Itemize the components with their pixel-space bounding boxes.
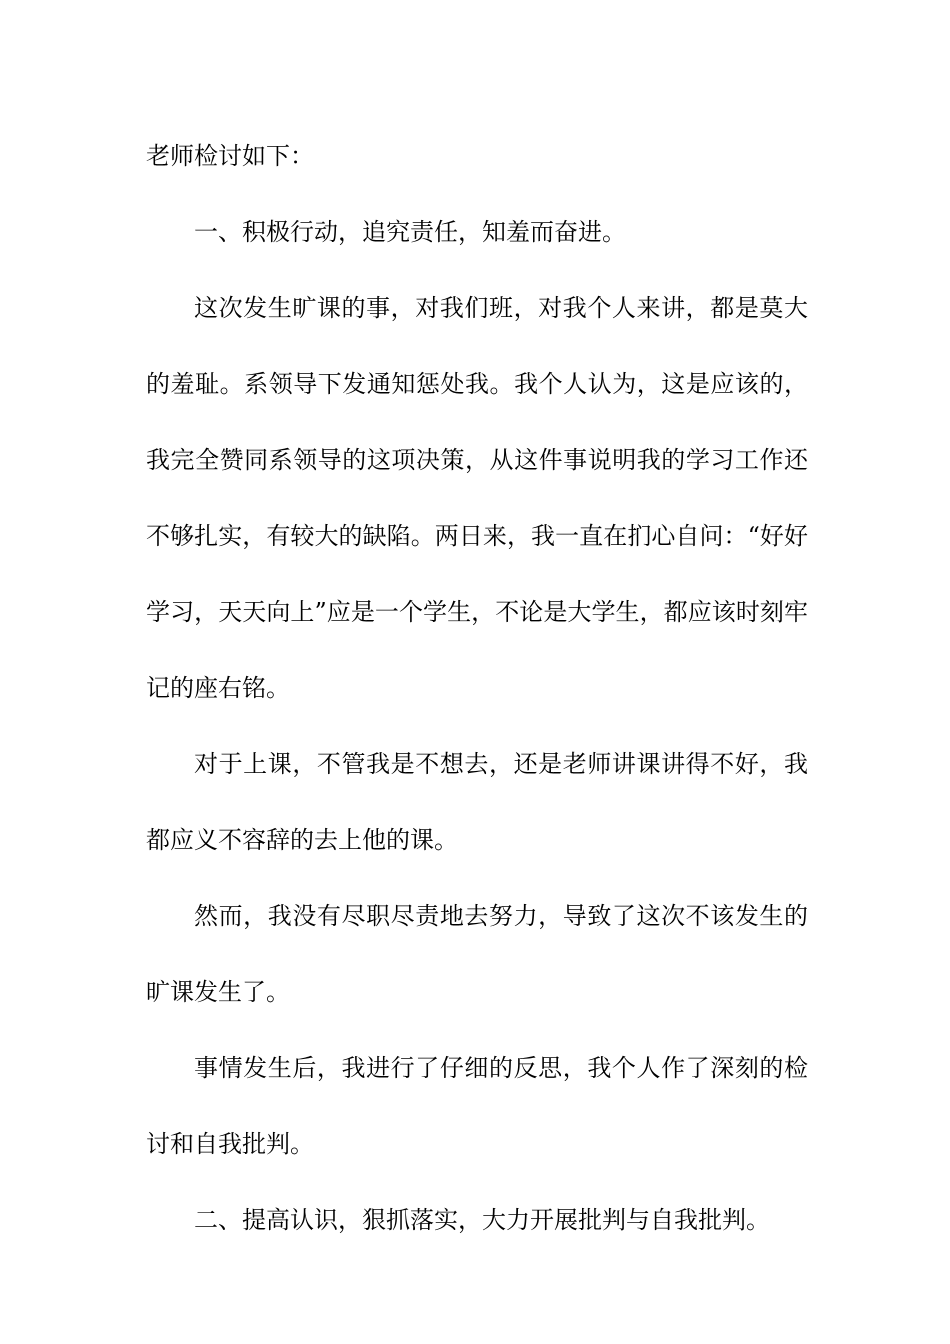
paragraph-section-two-heading: 二、提高认识，狠抓落实，大力开展批判与自我批判。 (194, 1206, 770, 1234)
paragraph-body-1: 这次发生旷课的事，对我们班，对我个人来讲，都是莫大的羞耻。系领导下发通知惩处我。我个人认为，这是应该的，我完全赞同系领导的这项决策，从这件事说明我的学习工作还不够扎实，有较大的缺陷。两日来，我一直在扪心自问：“好好学习，天天向上”应是一个学生，不论是大学生，都应该时刻牢记的座右铭。 (146, 294, 808, 702)
paragraph-opening: 老师检讨如下： (146, 142, 314, 170)
paragraph-body-2: 对于上课，不管我是不想去，还是老师讲课讲得不好，我都应义不容辞的去上他的课。 (146, 750, 808, 854)
paragraph-body-4: 事情发生后，我进行了仔细的反思，我个人作了深刻的检讨和自我批判。 (146, 1054, 808, 1158)
document-body (146, 118, 808, 1258)
paragraph-body-3: 然而，我没有尽职尽责地去努力，导致了这次不该发生的旷课发生了。 (146, 902, 808, 1006)
paragraph-section-one-heading: 一、积极行动，追究责任，知羞而奋进。 (194, 218, 626, 246)
